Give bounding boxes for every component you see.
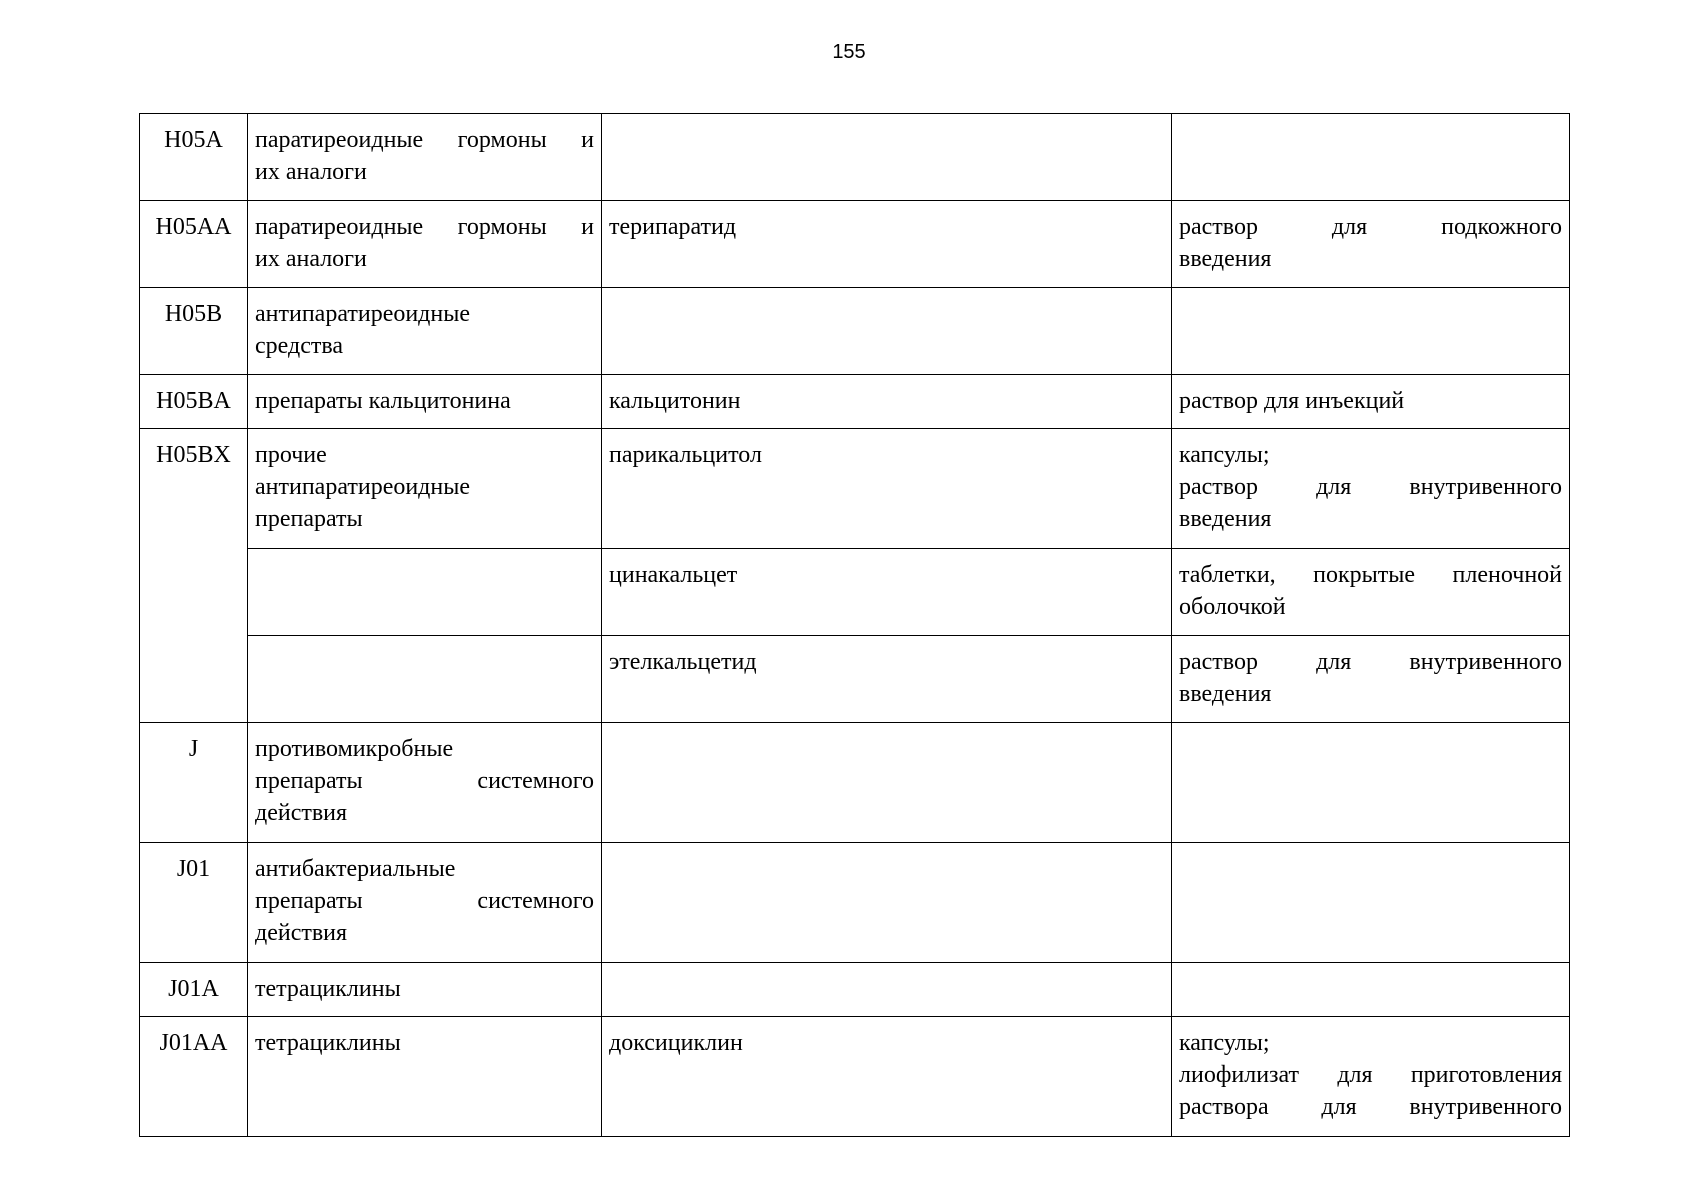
form-line: капсулы; — [1179, 1030, 1270, 1056]
substance-cell: терипаратид — [602, 201, 1172, 288]
forms-cell — [1172, 963, 1570, 1017]
forms-cell — [1172, 1017, 1570, 1137]
atc-code-cell: J01AA — [140, 1017, 248, 1137]
group-cell — [248, 201, 602, 288]
group-line: антибактериальные — [255, 856, 456, 882]
group-line: препараты — [255, 506, 363, 532]
form-line: раствор для внутривенного — [1179, 649, 1562, 675]
group-cell — [248, 963, 602, 1017]
forms-cell — [1172, 114, 1570, 201]
group-line: препараты системного — [255, 768, 594, 794]
form-line: введения — [1179, 506, 1272, 532]
table-row — [140, 843, 1570, 963]
group-cell — [248, 288, 602, 375]
form-line: раствор для инъекций — [1179, 388, 1405, 414]
atc-code-cell: J — [140, 723, 248, 843]
table-row — [140, 288, 1570, 375]
group-line: средства — [255, 333, 344, 359]
atc-code-cell: H05A — [140, 114, 248, 201]
group-line: прочие — [255, 442, 327, 468]
group-line: антипаратиреоидные — [255, 474, 471, 500]
forms-cell — [1172, 201, 1570, 288]
group-line: паратиреоидные гормоны и — [255, 127, 594, 153]
atc-code-cell: H05B — [140, 288, 248, 375]
group-line: их аналоги — [255, 159, 367, 185]
atc-code-cell: H05AA — [140, 201, 248, 288]
group-line: действия — [255, 800, 348, 826]
group-cell — [248, 429, 602, 549]
group-line: противомикробные — [255, 736, 454, 762]
form-line: раствор для подкожного — [1179, 214, 1562, 240]
substance-cell — [602, 114, 1172, 201]
substance-cell — [602, 723, 1172, 843]
group-line: тетрациклины — [255, 1030, 401, 1056]
group-line: паратиреоидные гормоны и — [255, 214, 594, 240]
table-row — [140, 429, 1570, 549]
group-cell — [248, 114, 602, 201]
group-cell — [248, 843, 602, 963]
group-line: тетрациклины — [255, 976, 401, 1002]
table-row — [140, 1017, 1570, 1137]
form-line: капсулы; — [1179, 442, 1270, 468]
table-row — [140, 963, 1570, 1017]
substance-cell — [602, 843, 1172, 963]
substance-cell: цинакальцет — [602, 549, 1172, 636]
table-row — [140, 114, 1570, 201]
forms-cell — [1172, 375, 1570, 429]
table-row — [140, 723, 1570, 843]
group-cell — [248, 723, 602, 843]
table-row — [140, 201, 1570, 288]
forms-cell — [1172, 843, 1570, 963]
atc-code-cell: H05BA — [140, 375, 248, 429]
form-line: раствор для внутривенного — [1179, 474, 1562, 500]
atc-code-cell: J01 — [140, 843, 248, 963]
form-line: лиофилизат для приготовления — [1179, 1062, 1562, 1088]
form-line: введения — [1179, 681, 1272, 707]
group-line: антипаратиреоидные — [255, 301, 471, 327]
drug-table — [139, 113, 1570, 1137]
group-cell — [248, 549, 602, 636]
substance-cell: доксициклин — [602, 1017, 1172, 1137]
substance-cell: парикальцитол — [602, 429, 1172, 549]
form-line: введения — [1179, 246, 1272, 272]
group-cell — [248, 375, 602, 429]
table-row — [140, 375, 1570, 429]
table-row — [140, 636, 1570, 723]
page-number: 155 — [832, 41, 866, 63]
forms-cell — [1172, 723, 1570, 843]
form-line: таблетки, покрытые пленочной — [1179, 562, 1562, 588]
group-cell — [248, 1017, 602, 1137]
forms-cell — [1172, 549, 1570, 636]
form-line: раствора для внутривенного — [1179, 1094, 1562, 1120]
forms-cell — [1172, 636, 1570, 723]
form-line: оболочкой — [1179, 594, 1286, 620]
table-row — [140, 549, 1570, 636]
atc-code-cell: H05BX — [140, 429, 248, 723]
forms-cell — [1172, 288, 1570, 375]
group-line: действия — [255, 920, 348, 946]
substance-cell — [602, 288, 1172, 375]
substance-cell: кальцитонин — [602, 375, 1172, 429]
substance-cell: этелкальцетид — [602, 636, 1172, 723]
forms-cell — [1172, 429, 1570, 549]
atc-code-cell: J01A — [140, 963, 248, 1017]
group-line: их аналоги — [255, 246, 367, 272]
substance-cell — [602, 963, 1172, 1017]
group-cell — [248, 636, 602, 723]
group-line: препараты системного — [255, 888, 594, 914]
group-line: препараты кальцитонина — [255, 388, 511, 414]
